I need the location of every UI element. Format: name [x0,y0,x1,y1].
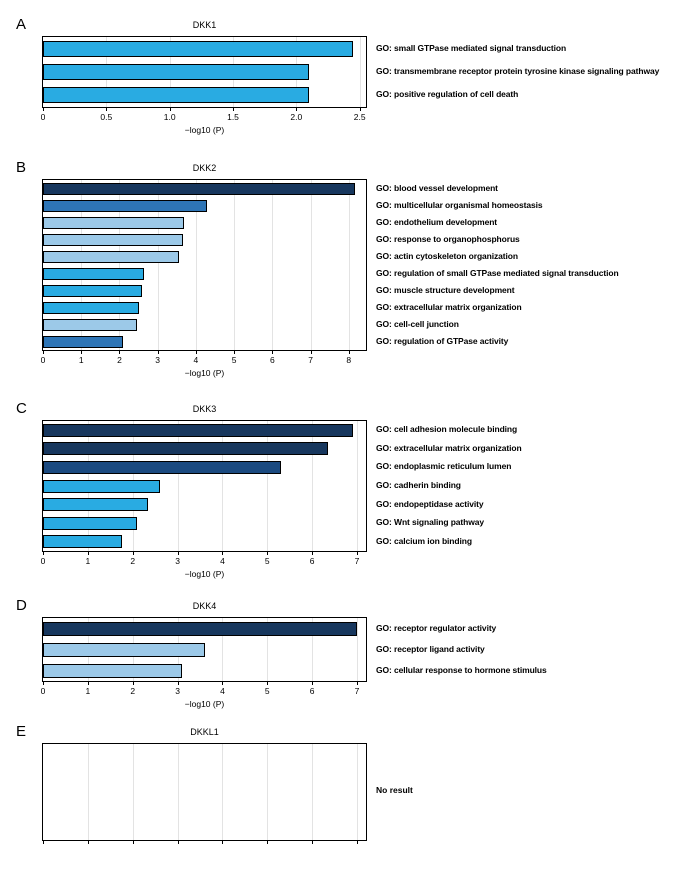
panel-title-row [16,400,367,420]
tick-label: 3 [155,355,161,365]
bar [43,461,281,474]
x-axis-ticks [42,682,367,697]
category-label: GO: receptor regulator activity [376,622,497,633]
tick-label: 2 [130,556,136,566]
category-label: GO: transmembrane receptor protein tyrosine kinase signaling pathway [376,65,660,76]
category-label: GO: cellular response to hormone stimulus [376,664,547,675]
tick-label: 7 [354,556,360,566]
panel-body [42,617,672,709]
bar [43,319,137,331]
tick-label: 4 [193,355,199,365]
tick-label: 6 [269,355,275,365]
tick-mark [178,552,179,555]
category-label: GO: small GTPase mediated signal transduction [376,42,567,53]
tick-mark [178,682,179,685]
gridline [349,180,350,350]
tick-mark [349,351,350,354]
x-axis-label: −log10 (P) [184,368,225,378]
panel-d [16,597,672,709]
gridline [234,180,235,350]
tick-mark [196,351,197,354]
panel-title-row [16,597,367,617]
gridline [357,744,358,840]
panel-title-row [16,16,367,36]
category-label: GO: positive regulation of cell death [376,89,519,100]
x-axis-ticks [42,351,367,366]
bar [43,200,207,212]
panel-title-row [16,723,367,743]
tick-mark [88,841,89,844]
bar [43,41,353,57]
bar [43,498,148,511]
x-axis-ticks [42,841,367,847]
bar [43,251,179,263]
bar [43,183,355,195]
tick-mark [357,841,358,844]
chart-title: DKK3 [192,404,217,414]
panel-letter: B [16,159,27,176]
tick-label: 1 [85,556,91,566]
category-label: GO: cell adhesion molecule binding [376,424,518,435]
tick-mark [43,841,44,844]
x-axis-label: −log10 (P) [184,125,225,135]
panel-c [16,400,672,579]
gridline [267,744,268,840]
tick-mark [88,552,89,555]
tick-mark [312,841,313,844]
panel-letter: D [16,597,27,614]
tick-mark [170,108,171,111]
tick-mark [43,351,44,354]
gridline [272,180,273,350]
gridline [222,744,223,840]
tick-mark [312,682,313,685]
bar [43,480,160,493]
tick-label: 4 [220,686,225,696]
tick-label: 5 [264,556,270,566]
category-label: GO: calcium ion binding [376,535,472,546]
bar [43,234,183,246]
category-labels [376,617,672,680]
category-label: GO: Wnt signaling pathway [376,517,485,528]
tick-label: 0.5 [100,112,113,122]
tick-label: 5 [231,355,237,365]
tick-mark [296,108,297,111]
category-labels [376,420,672,550]
panel-letter: A [16,16,27,33]
x-axis-ticks [42,108,367,123]
tick-label: 2 [130,686,136,696]
tick-mark [43,682,44,685]
bar [43,217,184,229]
tick-label: 0 [40,686,46,696]
tick-mark [133,841,134,844]
tick-mark [106,108,107,111]
panel-a [16,16,672,135]
category-label: GO: endoplasmic reticulum lumen [376,461,512,472]
gridline [357,618,358,681]
chart-title: DKKL1 [190,727,219,737]
bar [43,424,353,437]
tick-label: 6 [309,556,315,566]
category-label: GO: regulation of small GTPase mediated signal transduction [376,267,619,278]
plot-area [42,617,367,682]
tick-mark [133,552,134,555]
bar [43,535,122,548]
category-label: GO: multicellular organismal homeostasis [376,199,543,210]
category-label: GO: cell-cell junction [376,318,459,329]
bar [43,302,139,314]
gridline [311,180,312,350]
tick-label: 8 [346,355,352,365]
chart-title: DKK2 [192,163,217,173]
tick-label: 2.5 [353,112,366,122]
panel-body [42,743,672,847]
category-label: GO: extracellular matrix organization [376,301,522,312]
x-axis-label: −log10 (P) [184,569,225,579]
plot-area [42,420,367,552]
tick-label: 2.0 [290,112,303,122]
category-label: GO: regulation of GTPase activity [376,335,509,346]
panel-body [42,420,672,579]
tick-mark [267,552,268,555]
plot-area [42,743,367,841]
bar [43,87,309,103]
tick-mark [360,108,361,111]
category-label: GO: receptor ligand activity [376,643,485,654]
category-label: GO: cadherin binding [376,479,461,490]
chart-title: DKK1 [192,20,217,30]
bar [43,442,328,455]
tick-mark [43,552,44,555]
gridline [178,744,179,840]
tick-label: 7 [308,355,313,365]
panel-title-row [16,159,367,179]
category-label: GO: blood vessel development [376,182,498,193]
tick-mark [272,351,273,354]
category-label: GO: extracellular matrix organization [376,442,522,453]
category-label: GO: muscle structure development [376,284,515,295]
tick-mark [222,841,223,844]
category-labels [376,179,672,349]
tick-label: 0 [40,112,46,122]
tick-mark [312,552,313,555]
panel-b [16,159,672,378]
bar [43,285,142,297]
tick-mark [178,841,179,844]
tick-mark [43,108,44,111]
tick-mark [357,682,358,685]
gridline [312,744,313,840]
gridline [267,421,268,551]
bar [43,336,123,348]
bar [43,622,357,636]
panel-body [42,36,672,135]
tick-mark [234,351,235,354]
tick-label: 3 [175,556,180,566]
tick-label: 0 [40,556,46,566]
tick-mark [133,682,134,685]
gridline [222,421,223,551]
panel-letter: C [16,400,27,417]
bar [43,268,144,280]
tick-mark [88,682,89,685]
tick-mark [81,351,82,354]
tick-mark [222,552,223,555]
category-labels [376,36,672,106]
tick-mark [119,351,120,354]
panel-letter: E [16,723,27,740]
tick-mark [311,351,312,354]
bar [43,64,309,80]
tick-mark [158,351,159,354]
plot-area [42,179,367,351]
tick-label: 1.5 [227,112,239,122]
tick-mark [267,682,268,685]
category-label: GO: endopeptidase activity [376,498,484,509]
gridline [312,421,313,551]
panel-body [42,179,672,378]
bar [43,664,182,678]
bar [43,517,137,530]
tick-label: 0 [40,355,46,365]
no-result-label: No result [376,785,413,795]
tick-label: 6 [309,686,315,696]
tick-label: 1 [85,686,91,696]
x-axis-label: −log10 (P) [184,699,225,709]
bar [43,643,205,657]
gridline [178,421,179,551]
gridline [357,421,358,551]
tick-mark [233,108,234,111]
chart-title: DKK4 [192,601,217,611]
category-label: GO: response to organophosphorus [376,233,520,244]
gridline [360,37,361,107]
tick-label: 7 [354,686,360,696]
tick-mark [267,841,268,844]
plot-area [42,36,367,108]
panel-e [16,723,672,847]
gridline [88,744,89,840]
tick-label: 4 [220,556,225,566]
tick-label: 1 [78,355,84,365]
category-label: GO: actin cytoskeleton organization [376,250,518,261]
tick-label: 3 [175,686,180,696]
tick-label: 5 [264,686,270,696]
gridline [133,744,134,840]
tick-mark [357,552,358,555]
tick-label: 2 [117,355,122,365]
tick-label: 1.0 [163,112,176,122]
category-label: GO: endothelium development [376,216,498,227]
tick-mark [222,682,223,685]
x-axis-ticks [42,552,367,567]
